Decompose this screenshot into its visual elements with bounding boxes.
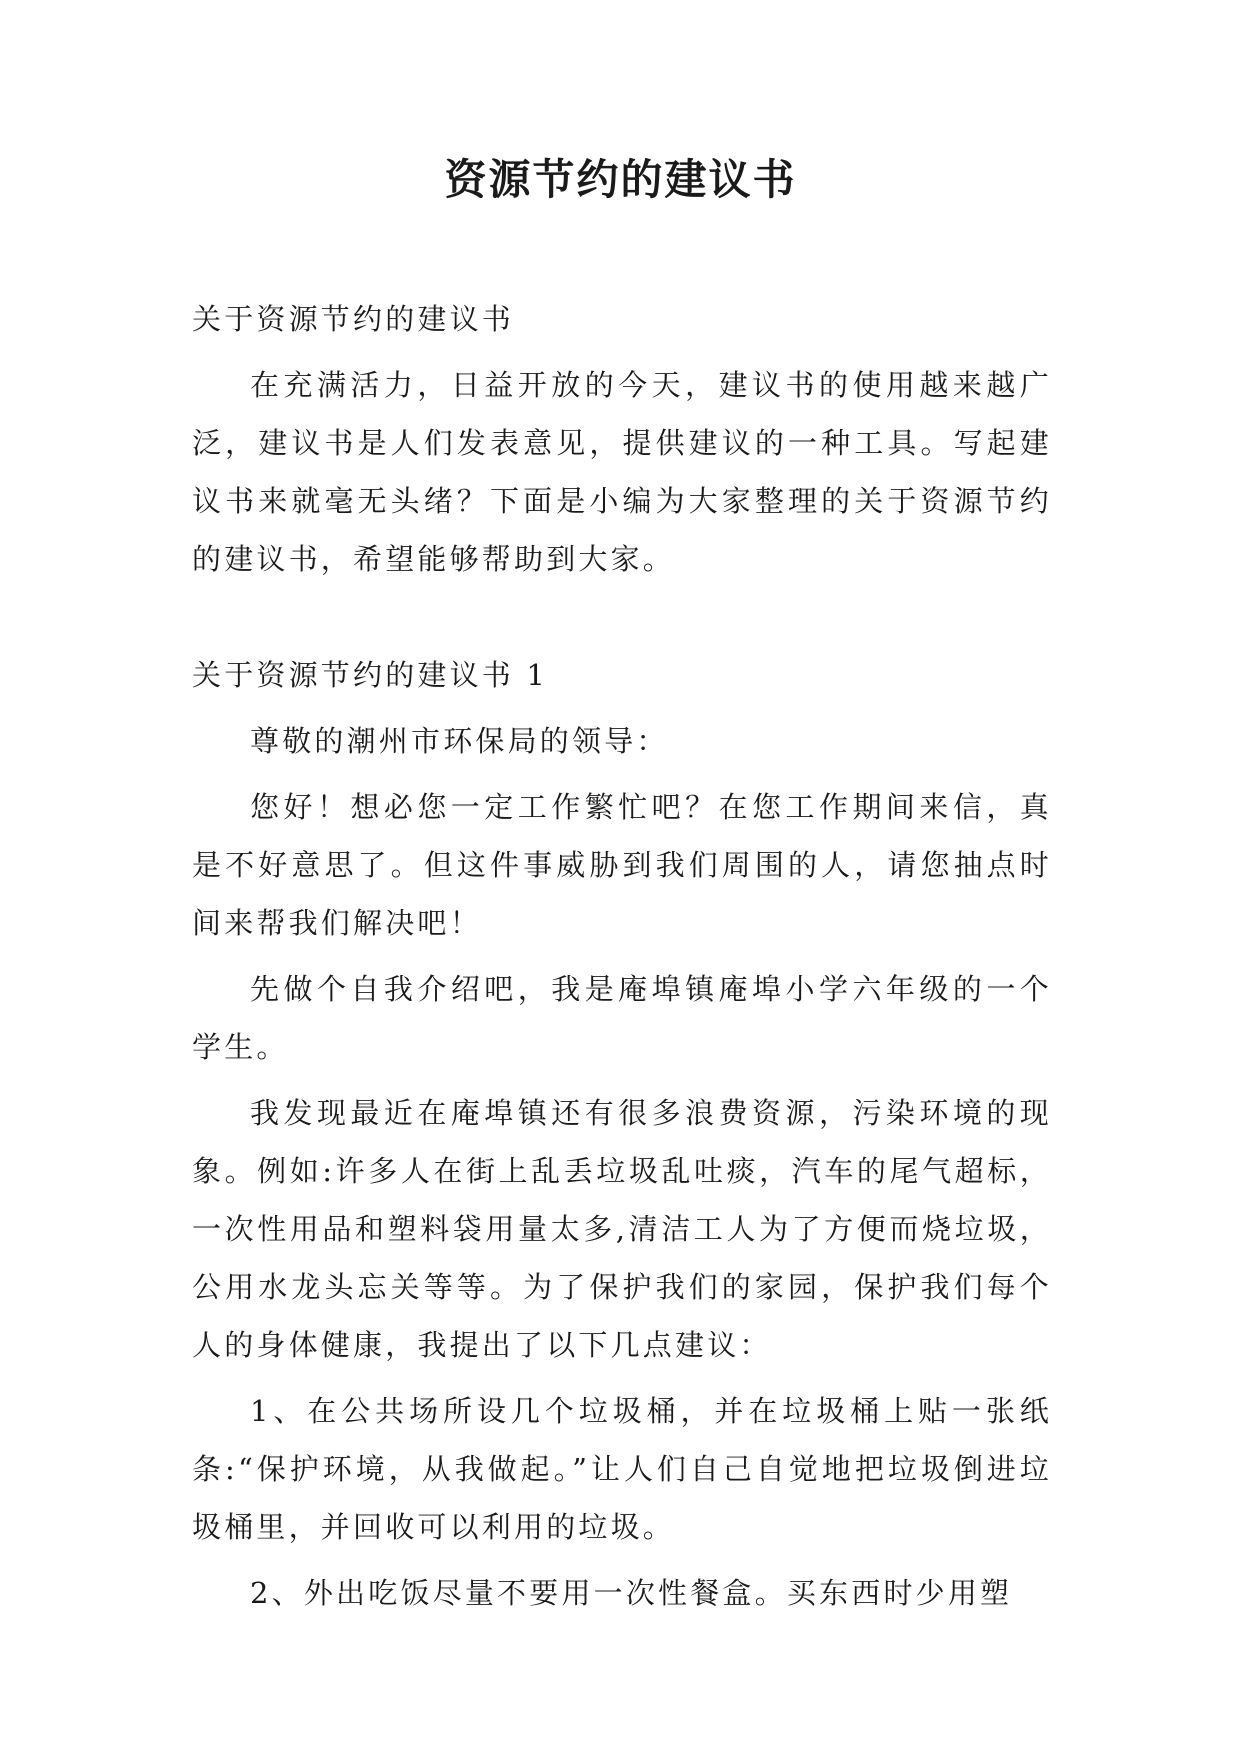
intro-heading: 关于资源节约的建议书: [192, 302, 515, 336]
document-body: [192, 290, 1052, 1622]
paragraph: 先做个自我介绍吧，我是庵埠镇庵埠小学六年级的一个学生。: [192, 972, 1052, 1064]
paragraph: 1、在公共场所设几个垃圾桶，并在垃圾桶上贴一张纸条:“保护环境，从我做起。”让人们自己自觉地把垃圾倒进垃圾桶里，并回收可以利用的垃圾。: [192, 1394, 1052, 1544]
paragraph: 2、外出吃饭尽量不要用一次性餐盒。买东西时少用塑: [250, 1576, 1013, 1610]
paragraph: 您好！想必您一定工作繁忙吧？在您工作期间来信，真是不好意思了。但这件事威胁到我们周围的人，请您抽点时间来帮我们解决吧！: [192, 790, 1052, 940]
paragraph: 我发现最近在庵埠镇还有很多浪费资源，污染环境的现象。例如:许多人在街上乱丢垃圾乱吐痰，汽车的尾气超标，一次性用品和塑料袋用量太多,清洁工人为了方便而烧垃圾，公用水龙头忘关等等。为了保护我们的家园，保护我们每个人的身体健康，我提出了以下几点建议：: [192, 1096, 1052, 1362]
section-heading: 关于资源节约的建议书 1: [192, 658, 549, 692]
salutation: 尊敬的潮州市环保局的领导：: [250, 724, 669, 758]
intro-paragraph: 在充满活力，日益开放的今天，建议书的使用越来越广泛，建议书是人们发表意见，提供建议的一种工具。写起建议书来就毫无头绪？下面是小编为大家整理的关于资源节约的建议书，希望能够帮助到大家。: [192, 368, 1052, 576]
document-title: 资源节约的建议书: [444, 155, 797, 204]
